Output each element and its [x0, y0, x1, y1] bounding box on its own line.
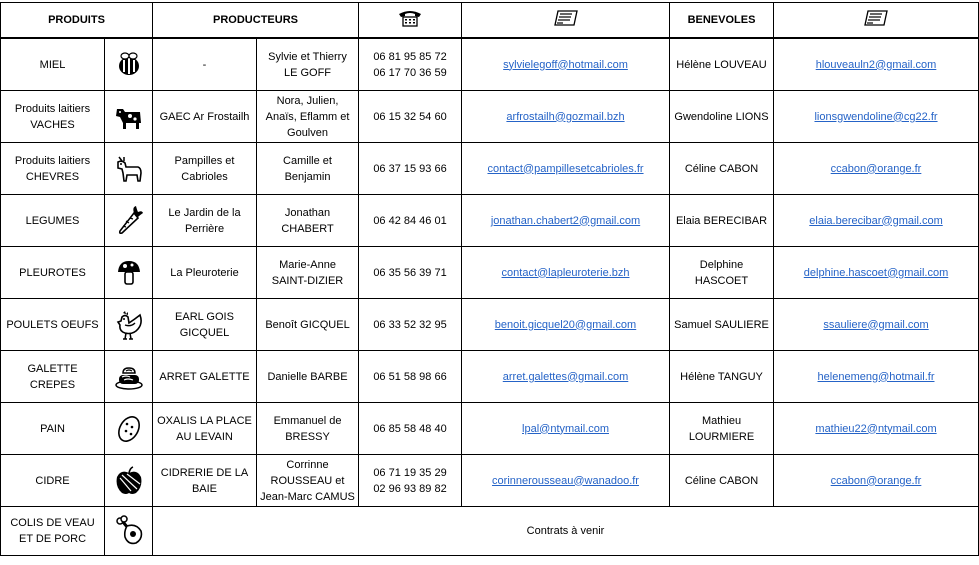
product-name: POULETS OEUFS: [1, 299, 105, 351]
volunteer-email[interactable]: [774, 38, 979, 91]
volunteer-email-link[interactable]: hlouveauln2@gmail.com: [815, 58, 937, 71]
producer-contact: Marie-Anne SAINT-DIZIER: [257, 247, 359, 299]
producer-contact: Nora, Julien, Anaïs, Eflamm et Goulven: [257, 91, 359, 143]
volunteer-email-link[interactable]: delphine.hascoet@gmail.com: [803, 266, 949, 279]
producer-phone: 06 81 95 85 72 06 17 70 36 59: [359, 38, 462, 91]
bread-icon: [114, 413, 144, 445]
header-benevoles: BENEVOLES: [670, 3, 774, 39]
bee-icon: [114, 51, 144, 79]
header-email-benevoles: [774, 3, 979, 39]
header-produits: PRODUITS: [1, 3, 153, 39]
product-icon: [105, 143, 153, 195]
volunteer-name: Elaia BERECIBAR: [670, 195, 774, 247]
product-name: Produits laitiers CHEVRES: [1, 143, 105, 195]
product-icon: [105, 507, 153, 556]
volunteer-email[interactable]: [774, 195, 979, 247]
product-name: CIDRE: [1, 455, 105, 507]
volunteer-name: Hélène LOUVEAU: [670, 38, 774, 91]
table-row: [1, 403, 979, 455]
producer-contact: Danielle BARBE: [257, 351, 359, 403]
table-row: [1, 507, 979, 556]
producer-email[interactable]: [462, 403, 670, 455]
product-icon: [105, 455, 153, 507]
producer-email[interactable]: [462, 38, 670, 91]
product-name: PAIN: [1, 403, 105, 455]
producer-phone: 06 71 19 35 29 02 96 93 89 82: [359, 455, 462, 507]
producer-contact: Emmanuel de BRESSY: [257, 403, 359, 455]
volunteer-email-link[interactable]: ssauliere@gmail.com: [823, 318, 929, 331]
product-icon: [105, 247, 153, 299]
producer-email-link[interactable]: sylvielegoff@hotmail.com: [503, 58, 628, 71]
volunteer-email[interactable]: [774, 351, 979, 403]
product-name: LEGUMES: [1, 195, 105, 247]
producer-phone: 06 33 52 32 95: [359, 299, 462, 351]
volunteer-email[interactable]: [774, 91, 979, 143]
table-row: [1, 143, 979, 195]
producer-name: OXALIS LA PLACE AU LEVAIN: [153, 403, 257, 455]
product-icon: [105, 91, 153, 143]
header-producteurs: PRODUCTEURS: [153, 3, 359, 39]
volunteer-name: Delphine HASCOET: [670, 247, 774, 299]
volunteer-name: Céline CABON: [670, 455, 774, 507]
email-icon: [553, 9, 579, 27]
carrot-icon: [114, 205, 144, 237]
product-name: Produits laitiers VACHES: [1, 91, 105, 143]
producer-phone: 06 85 58 48 40: [359, 403, 462, 455]
header-row: [1, 3, 979, 39]
volunteer-email-link[interactable]: ccabon@orange.fr: [830, 474, 922, 487]
producers-table: [0, 2, 979, 556]
chicken-icon: [113, 309, 145, 341]
producer-email-link[interactable]: lpal@ntymail.com: [522, 422, 609, 435]
producer-name: La Pleuroterie: [153, 247, 257, 299]
table-row: [1, 351, 979, 403]
producer-email[interactable]: [462, 455, 670, 507]
producer-contact: Benoît GICQUEL: [257, 299, 359, 351]
producer-phone: 06 35 56 39 71: [359, 247, 462, 299]
cow-icon: [113, 103, 145, 131]
product-icon: [105, 403, 153, 455]
goat-icon: [113, 154, 145, 184]
producer-phone: 06 42 84 46 01: [359, 195, 462, 247]
producer-email-link[interactable]: contact@lapleuroterie.bzh: [501, 266, 630, 279]
table-row: [1, 247, 979, 299]
producer-phone: 06 37 15 93 66: [359, 143, 462, 195]
product-icon: [105, 195, 153, 247]
volunteer-name: Mathieu LOURMIERE: [670, 403, 774, 455]
producer-email[interactable]: [462, 247, 670, 299]
producer-contact: Sylvie et Thierry LE GOFF: [257, 38, 359, 91]
producer-name: Le Jardin de la Perrière: [153, 195, 257, 247]
producer-name: CIDRERIE DE LA BAIE: [153, 455, 257, 507]
volunteer-email[interactable]: [774, 299, 979, 351]
volunteer-email[interactable]: [774, 247, 979, 299]
product-name: PLEUROTES: [1, 247, 105, 299]
meat-icon: [114, 515, 144, 547]
producer-phone: 06 15 32 54 60: [359, 91, 462, 143]
table-row: [1, 299, 979, 351]
producer-email-link[interactable]: corinnerousseau@wanadoo.fr: [492, 474, 639, 487]
producer-name: GAEC Ar Frostailh: [153, 91, 257, 143]
product-name: MIEL: [1, 38, 105, 91]
contracts-note: Contrats à venir: [153, 507, 979, 556]
product-name: GALETTE CREPES: [1, 351, 105, 403]
producer-email-link[interactable]: arret.galettes@gmail.com: [502, 370, 629, 383]
volunteer-email-link[interactable]: helenemeng@hotmail.fr: [817, 370, 935, 383]
table-row: [1, 91, 979, 143]
apple-icon: [113, 465, 145, 497]
producer-contact: Camille et Benjamin: [257, 143, 359, 195]
header-email: [462, 3, 670, 39]
volunteer-email-link[interactable]: lionsgwendoline@cg22.fr: [814, 110, 938, 123]
volunteer-name: Céline CABON: [670, 143, 774, 195]
producer-contact: Jonathan CHABERT: [257, 195, 359, 247]
producer-email[interactable]: [462, 299, 670, 351]
producer-email-link[interactable]: contact@pampillesetcabrioles.fr: [487, 162, 644, 175]
volunteer-email[interactable]: [774, 403, 979, 455]
producer-name: -: [153, 38, 257, 91]
producer-email[interactable]: [462, 351, 670, 403]
volunteer-name: Gwendoline LIONS: [670, 91, 774, 143]
product-icon: [105, 299, 153, 351]
producer-phone: 06 51 58 98 66: [359, 351, 462, 403]
volunteer-email-link[interactable]: elaia.berecibar@gmail.com: [809, 214, 943, 227]
telephone-icon: [397, 9, 423, 27]
table-row: [1, 195, 979, 247]
volunteer-email[interactable]: [774, 143, 979, 195]
volunteer-name: Hélène TANGUY: [670, 351, 774, 403]
volunteer-name: Samuel SAULIERE: [670, 299, 774, 351]
volunteer-email-link[interactable]: mathieu22@ntymail.com: [815, 422, 937, 435]
table-row: [1, 455, 979, 507]
producer-email-link[interactable]: arfrostailh@gozmail.bzh: [506, 110, 625, 123]
producer-email[interactable]: [462, 91, 670, 143]
producer-contact: Corrinne ROUSSEAU et Jean-Marc CAMUS: [257, 455, 359, 507]
producer-name: ARRET GALETTE: [153, 351, 257, 403]
email-icon: [863, 9, 889, 27]
producer-email[interactable]: [462, 143, 670, 195]
mushroom-icon: [116, 259, 142, 287]
header-telephone: [359, 3, 462, 39]
volunteer-email-link[interactable]: ccabon@orange.fr: [830, 162, 922, 175]
crepes-icon: [113, 363, 145, 391]
product-name: COLIS DE VEAU ET DE PORC: [1, 507, 105, 556]
table-row: [1, 38, 979, 91]
producer-name: EARL GOIS GICQUEL: [153, 299, 257, 351]
producer-name: Pampilles et Cabrioles: [153, 143, 257, 195]
product-icon: [105, 38, 153, 91]
producer-email[interactable]: [462, 195, 670, 247]
product-icon: [105, 351, 153, 403]
producer-email-link[interactable]: benoit.gicquel20@gmail.com: [494, 318, 637, 331]
volunteer-email[interactable]: [774, 455, 979, 507]
producer-email-link[interactable]: jonathan.chabert2@gmail.com: [490, 214, 641, 227]
